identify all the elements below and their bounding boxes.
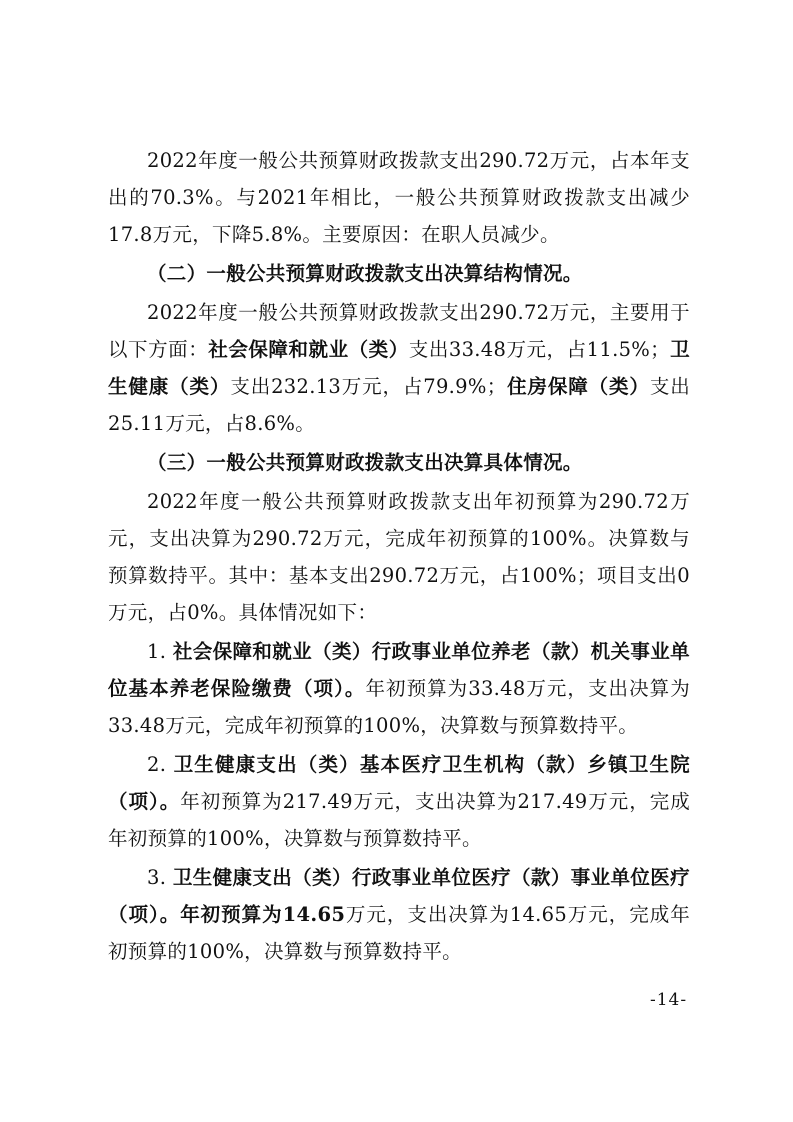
- category-health-value: 支出232.13万元，占79.9%；: [230, 375, 507, 398]
- detail-item-1-text: 年初预算为33.48万元，支出决算为33.48万元，完成年初预算的100%，决算数与预算数持平。: [108, 677, 690, 737]
- detail-item-2-title: 卫生健康支出（类）基本医疗卫生机构（款）乡镇卫生院（项）。: [108, 753, 690, 813]
- paragraph-expenditure-detail: 2022年度一般公共预算财政拨款支出年初预算为290.72万元，支出决算为290.72万元，完成年初预算的100%。决算数与预算数持平。其中：基本支出290.72万元，占100%；项目支出0万元，占0%。具体情况如下：: [108, 490, 690, 624]
- detail-item-1: [108, 633, 690, 744]
- category-health: 卫生健康（类）: [108, 338, 690, 398]
- section-heading-3: （三）一般公共预算财政拨款支出决算具体情况。: [147, 451, 583, 474]
- page-number: -14-: [650, 990, 688, 1010]
- category-housing: 住房保障（类）: [506, 375, 650, 398]
- detail-item-1-number: 1.: [147, 640, 167, 663]
- paragraph-expenditure-structure: [108, 294, 690, 442]
- detail-item-2-number: 2.: [147, 753, 167, 776]
- detail-item-3-number: 3.: [147, 866, 167, 889]
- detail-item-3-text: 万元，支出决算为14.65万元，完成年初预算的100%，决算数与预算数持平。: [108, 903, 690, 963]
- detail-item-3: [108, 859, 690, 970]
- detail-item-2: [108, 746, 690, 857]
- paragraph-expenditure-summary: 2022年度一般公共预算财政拨款支出290.72万元，占本年支出的70.3%。与2021年相比，一般公共预算财政拨款支出减少17.8万元，下降5.8%。主要原因：在职人员减少。: [108, 149, 690, 246]
- detail-item-3-title: 卫生健康支出（类）行政事业单位医疗（款）事业单位医疗（项）。年初预算为14.65: [108, 866, 690, 926]
- category-social-security: 社会保障和就业（类）: [208, 338, 409, 361]
- detail-item-2-text: 年初预算为217.49万元，支出决算为217.49万元，完成年初预算的100%，决算数与预算数持平。: [108, 790, 690, 850]
- category-housing-value: 支出25.11万元，占8.6%。: [108, 375, 690, 435]
- section-heading-2: （二）一般公共预算财政拨款支出决算结构情况。: [147, 262, 583, 285]
- structure-intro: 2022年度一般公共预算财政拨款支出290.72万元，主要用于以下方面：: [108, 301, 690, 361]
- document-body: [108, 142, 690, 972]
- detail-item-1-title: 社会保障和就业（类）行政事业单位养老（款）机关事业单位基本养老保险缴费（项）。: [108, 640, 690, 700]
- category-social-security-value: 支出33.48万元，占11.5%；: [408, 338, 670, 361]
